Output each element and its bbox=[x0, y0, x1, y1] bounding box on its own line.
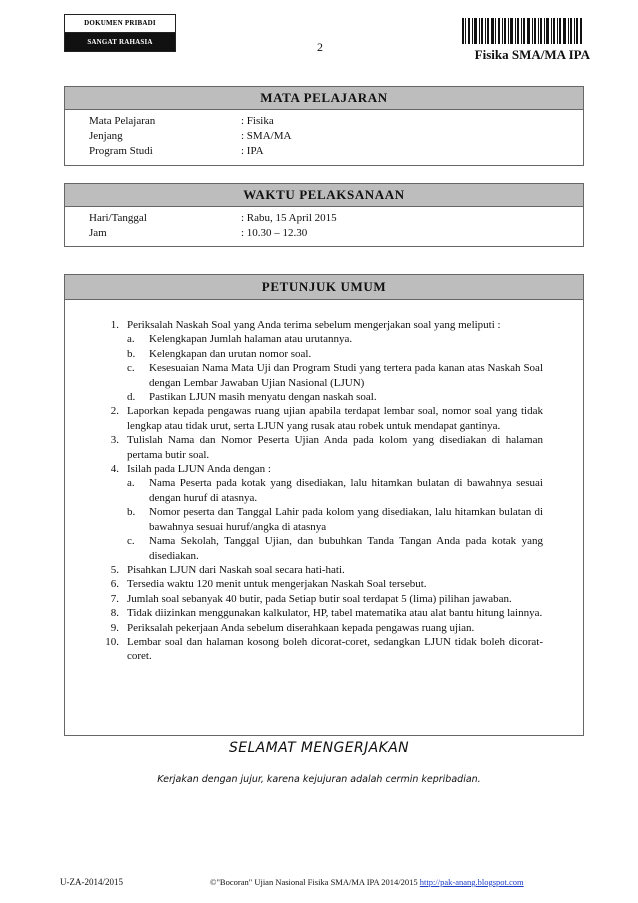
item-text: Laporkan kepada pengawas ruang ujian apabila terdapat lembar soal, nomor soal yang tidak lengkap atau tidak urut, serta LJUN yang rusak atau robek untuk mendapat gantinya. bbox=[127, 405, 543, 432]
info-label: Mata Pelajaran bbox=[89, 115, 156, 127]
footer-link[interactable]: http://pak-anang.blogspot.com bbox=[419, 877, 524, 887]
page-number: 2 bbox=[317, 40, 323, 54]
info-value: : Fisika bbox=[241, 115, 274, 127]
info-row bbox=[65, 144, 583, 159]
sub-text: Kesesuaian Nama Mata Uji dan Program Studi yang tertera pada kanan atas Naskah Soal dengan Lembar Jawaban Ujian Nasional (LJUN) bbox=[149, 362, 543, 389]
sub-item bbox=[65, 332, 543, 346]
sub-text: Kelengkapan dan urutan nomor soal. bbox=[149, 347, 312, 360]
list-item bbox=[65, 635, 543, 664]
item-text: Periksalah Naskah Soal yang Anda terima sebelum mengerjakan soal yang meliputi : bbox=[127, 319, 501, 331]
list-item bbox=[65, 433, 543, 462]
footer-credit-text: ©"Bocoran" Ujian Nasional Fisika SMA/MA IPA 2014/2015 bbox=[210, 877, 418, 887]
item-number: 5. bbox=[110, 563, 119, 576]
info-value: : 10.30 – 12.30 bbox=[241, 227, 308, 239]
list-item bbox=[65, 621, 543, 635]
item-number: 7. bbox=[110, 592, 119, 605]
item-number: 2. bbox=[110, 405, 119, 418]
info-label: Program Studi bbox=[89, 145, 153, 157]
subject-header: Fisika SMA/MA IPA bbox=[474, 47, 590, 62]
item-text: Pisahkan LJUN dari Naskah soal secara hati-hati. bbox=[127, 563, 345, 576]
info-row bbox=[65, 129, 583, 144]
sub-item bbox=[65, 505, 543, 534]
sub-text: Nama Peserta pada kotak yang disediakan, lalu hitamkan bulatan di bawahnya sesuai dengan huruf di atasnya. bbox=[149, 477, 543, 504]
barcode-icon bbox=[462, 18, 582, 44]
item-text: Periksalah pekerjaan Anda sebelum diserahkaan kepada pengawas ruang ujian. bbox=[127, 621, 475, 634]
list-item bbox=[65, 318, 543, 332]
info-value: : IPA bbox=[241, 145, 264, 157]
sub-letter: b. bbox=[127, 506, 136, 519]
item-text: Lembar soal dan halaman kosong boleh dicorat-coret, sedangkan LJUN tidak boleh dicorat-coret. bbox=[127, 635, 543, 663]
subject-info-box bbox=[64, 86, 584, 166]
document-label-box bbox=[64, 14, 176, 52]
schedule-box bbox=[64, 183, 584, 247]
sub-item bbox=[65, 534, 543, 563]
sub-letter: a. bbox=[127, 333, 135, 346]
closing-heading: SELAMAT MENGERJAKAN bbox=[228, 740, 410, 756]
sub-letter: d. bbox=[127, 391, 136, 404]
info-value: : SMA/MA bbox=[241, 130, 292, 142]
item-number: 4. bbox=[110, 463, 119, 476]
item-number: 9. bbox=[110, 621, 119, 634]
item-text: Tulislah Nama dan Nomor Peserta Ujian Anda pada kolom yang disediakan di halaman pertama butir soal. bbox=[127, 434, 543, 461]
sub-letter: c. bbox=[127, 362, 135, 375]
item-number: 3. bbox=[110, 434, 119, 447]
sub-text: Nama Sekolah, Tanggal Ujian, dan bubuhkan Tanda Tangan Anda pada kotak yang disediakan. bbox=[149, 535, 543, 562]
sub-item bbox=[65, 390, 543, 404]
info-label: Jenjang bbox=[89, 130, 123, 142]
sub-letter: a. bbox=[127, 477, 135, 490]
info-row bbox=[65, 226, 583, 241]
list-item bbox=[65, 563, 543, 577]
list-item bbox=[65, 462, 543, 476]
list-item bbox=[65, 592, 543, 606]
footer-code: U-ZA-2014/2015 bbox=[60, 877, 123, 887]
instructions-list bbox=[65, 300, 583, 664]
list-item bbox=[65, 404, 543, 433]
sub-text: Nomor peserta dan Tanggal Lahir pada kolom yang disediakan, lalu hitamkan bulatan di bawahnya sesuai huruf/angka di atasnya bbox=[149, 506, 543, 533]
list-item bbox=[65, 606, 543, 620]
closing-motto: Kerjakan dengan jujur, karena kejujuran adalah cermin kepribadian. bbox=[157, 774, 481, 785]
sub-letter: c. bbox=[127, 535, 135, 548]
item-number: 8. bbox=[110, 607, 119, 620]
item-text: Jumlah soal sebanyak 40 butir, pada Setiap butir soal terdapat 5 (lima) pilihan jawaban. bbox=[127, 592, 512, 605]
instructions-box bbox=[64, 274, 584, 736]
sub-item bbox=[65, 476, 543, 505]
info-label: Jam bbox=[89, 227, 107, 239]
sub-item bbox=[65, 347, 543, 361]
info-value: : Rabu, 15 April 2015 bbox=[241, 212, 337, 224]
sub-item bbox=[65, 361, 543, 390]
info-row bbox=[65, 114, 583, 129]
footer-credit bbox=[210, 877, 524, 887]
item-number: 6. bbox=[110, 578, 119, 591]
instructions-title: PETUNJUK UMUM bbox=[65, 275, 583, 300]
item-text: Tidak diizinkan menggunakan kalkulator, HP, tabel matematika atau alat bantu hitung lainnya. bbox=[127, 607, 543, 620]
doc-label-secret: SANGAT RAHASIA bbox=[65, 33, 175, 51]
item-text: Isilah pada LJUN Anda dengan : bbox=[127, 463, 271, 476]
subject-info-title: MATA PELAJARAN bbox=[65, 87, 583, 110]
info-row bbox=[65, 211, 583, 226]
sub-text: Kelengkapan Jumlah halaman atau urutannya. bbox=[149, 333, 353, 346]
doc-label-private: DOKUMEN PRIBADI bbox=[65, 15, 175, 33]
item-text: Tersedia waktu 120 menit untuk mengerjakan Naskah Soal tersebut. bbox=[127, 578, 427, 591]
schedule-title: WAKTU PELAKSANAAN bbox=[65, 184, 583, 207]
item-number: 10. bbox=[105, 635, 119, 648]
list-item bbox=[65, 577, 543, 591]
sub-text: Pastikan LJUN masih menyatu dengan naskah soal. bbox=[149, 391, 377, 404]
item-number: 1. bbox=[110, 319, 119, 331]
info-label: Hari/Tanggal bbox=[89, 212, 147, 224]
sub-letter: b. bbox=[127, 347, 136, 360]
